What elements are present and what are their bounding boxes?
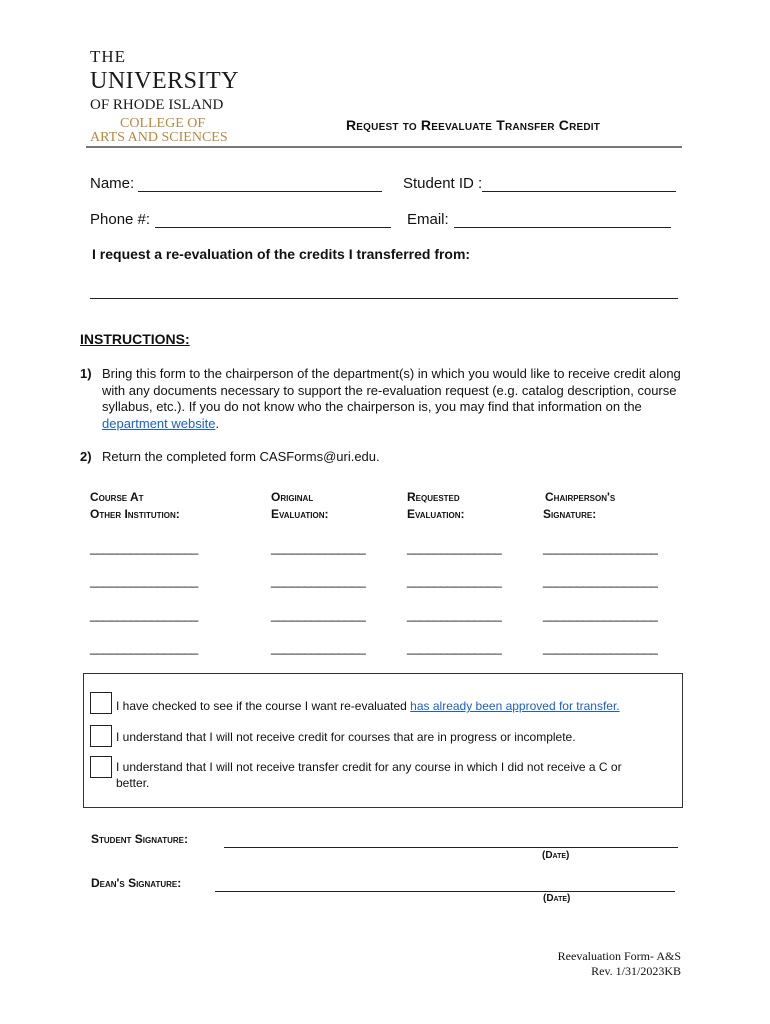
student-signature-field[interactable] [224,846,678,848]
checkbox-grade-c[interactable] [90,756,112,778]
row1-requested[interactable]: ______________ [407,540,502,555]
column-course-line1: Course At [90,490,144,504]
email-field[interactable] [454,226,671,228]
column-original-header [271,489,328,522]
name-field[interactable] [138,190,382,192]
row2-signature[interactable]: _________________ [543,573,658,588]
dean-signature-field[interactable] [215,890,675,892]
row1-original[interactable]: ______________ [271,540,366,555]
form-title: Request to Reevaluate Transfer Credit [346,117,601,133]
instruction-1-text: Bring this form to the chairperson of the department(s) in which you would like to receive credit along with any documents necessary to support the re-evaluation request (e.g. catalog description, course syllabus, etc.). If you do not know who the chairperson is, you may find that information on the [102,366,681,414]
instruction-2-number: 2) [80,449,92,464]
dean-signature-label: Dean's Signature: [91,876,182,890]
logo-line-arts-sciences: ARTS AND SCIENCES [90,130,228,145]
row2-original[interactable]: ______________ [271,573,366,588]
instruction-2: Return the completed form CASForms@uri.edu. [102,449,380,464]
student-signature-label: Student Signature: [91,832,188,846]
title-divider [86,146,682,148]
request-statement: I request a re-evaluation of the credits I transferred from: [92,246,471,262]
row2-course[interactable]: ________________ [90,573,198,588]
row4-signature[interactable]: _________________ [543,640,658,655]
instruction-1-end: . [215,415,220,431]
dean-date-label: (Date) [543,893,571,904]
checkbox-course-approved[interactable] [90,692,112,714]
student-id-label: Student ID : [403,175,483,192]
instruction-1-number: 1) [80,366,92,381]
column-signature-line1: Chairperson's [545,490,616,504]
row3-signature[interactable]: _________________ [543,607,658,622]
checkbox-in-progress[interactable] [90,725,112,747]
row2-requested[interactable]: ______________ [407,573,502,588]
department-website-link[interactable]: department website [102,415,216,431]
row4-course[interactable]: ________________ [90,640,198,655]
student-id-field[interactable] [482,190,676,192]
student-date-label: (Date) [542,850,570,861]
row4-requested[interactable]: ______________ [407,640,502,655]
column-signature-header [543,489,615,522]
form-footer [558,949,681,979]
approved-transfer-link[interactable]: has already been approved for transfer. [410,699,620,713]
instructions-heading: INSTRUCTIONS: [80,331,190,347]
checkbox-3-label: I understand that I will not receive transfer credit for any course in which I did not receive a C or better. [116,760,622,790]
logo-line-the: THE [90,47,127,66]
institution-field[interactable] [90,297,678,299]
logo-line-rhode-island: OF RHODE ISLAND [90,97,224,113]
row3-course[interactable]: ________________ [90,607,198,622]
row4-original[interactable]: ______________ [271,640,366,655]
row1-signature[interactable]: _________________ [543,540,658,555]
checkbox-1-text: I have checked to see if the course I want re-evaluated [116,699,411,713]
column-requested-line2: Evaluation: [407,506,465,521]
checkbox-1-label [116,698,672,714]
university-logo [90,48,239,145]
logo-line-university: UNIVERSITY [90,68,239,94]
column-requested-line1: Requested [407,490,460,504]
name-label: Name: [90,175,135,192]
column-course-header [90,489,180,522]
phone-label: Phone #: [90,211,151,228]
column-course-line2: Other Institution: [90,506,180,521]
column-signature-line2: Signature: [543,506,597,521]
column-requested-header [407,489,464,522]
instruction-1 [102,366,682,432]
email-label: Email: [407,211,449,228]
footer-revision: Rev. 1/31/2023KB [591,964,681,978]
row1-course[interactable]: ________________ [90,540,198,555]
column-original-line1: Original [271,490,314,504]
checkbox-2-label: I understand that I will not receive credit for courses that are in progress or incomplete. [116,730,576,744]
column-original-line2: Evaluation: [271,506,329,521]
phone-field[interactable] [155,226,391,228]
row3-requested[interactable]: ______________ [407,607,502,622]
logo-line-college-of: COLLEGE OF [120,116,206,131]
footer-form-name: Reevaluation Form- A&S [557,949,681,963]
row3-original[interactable]: ______________ [271,607,366,622]
